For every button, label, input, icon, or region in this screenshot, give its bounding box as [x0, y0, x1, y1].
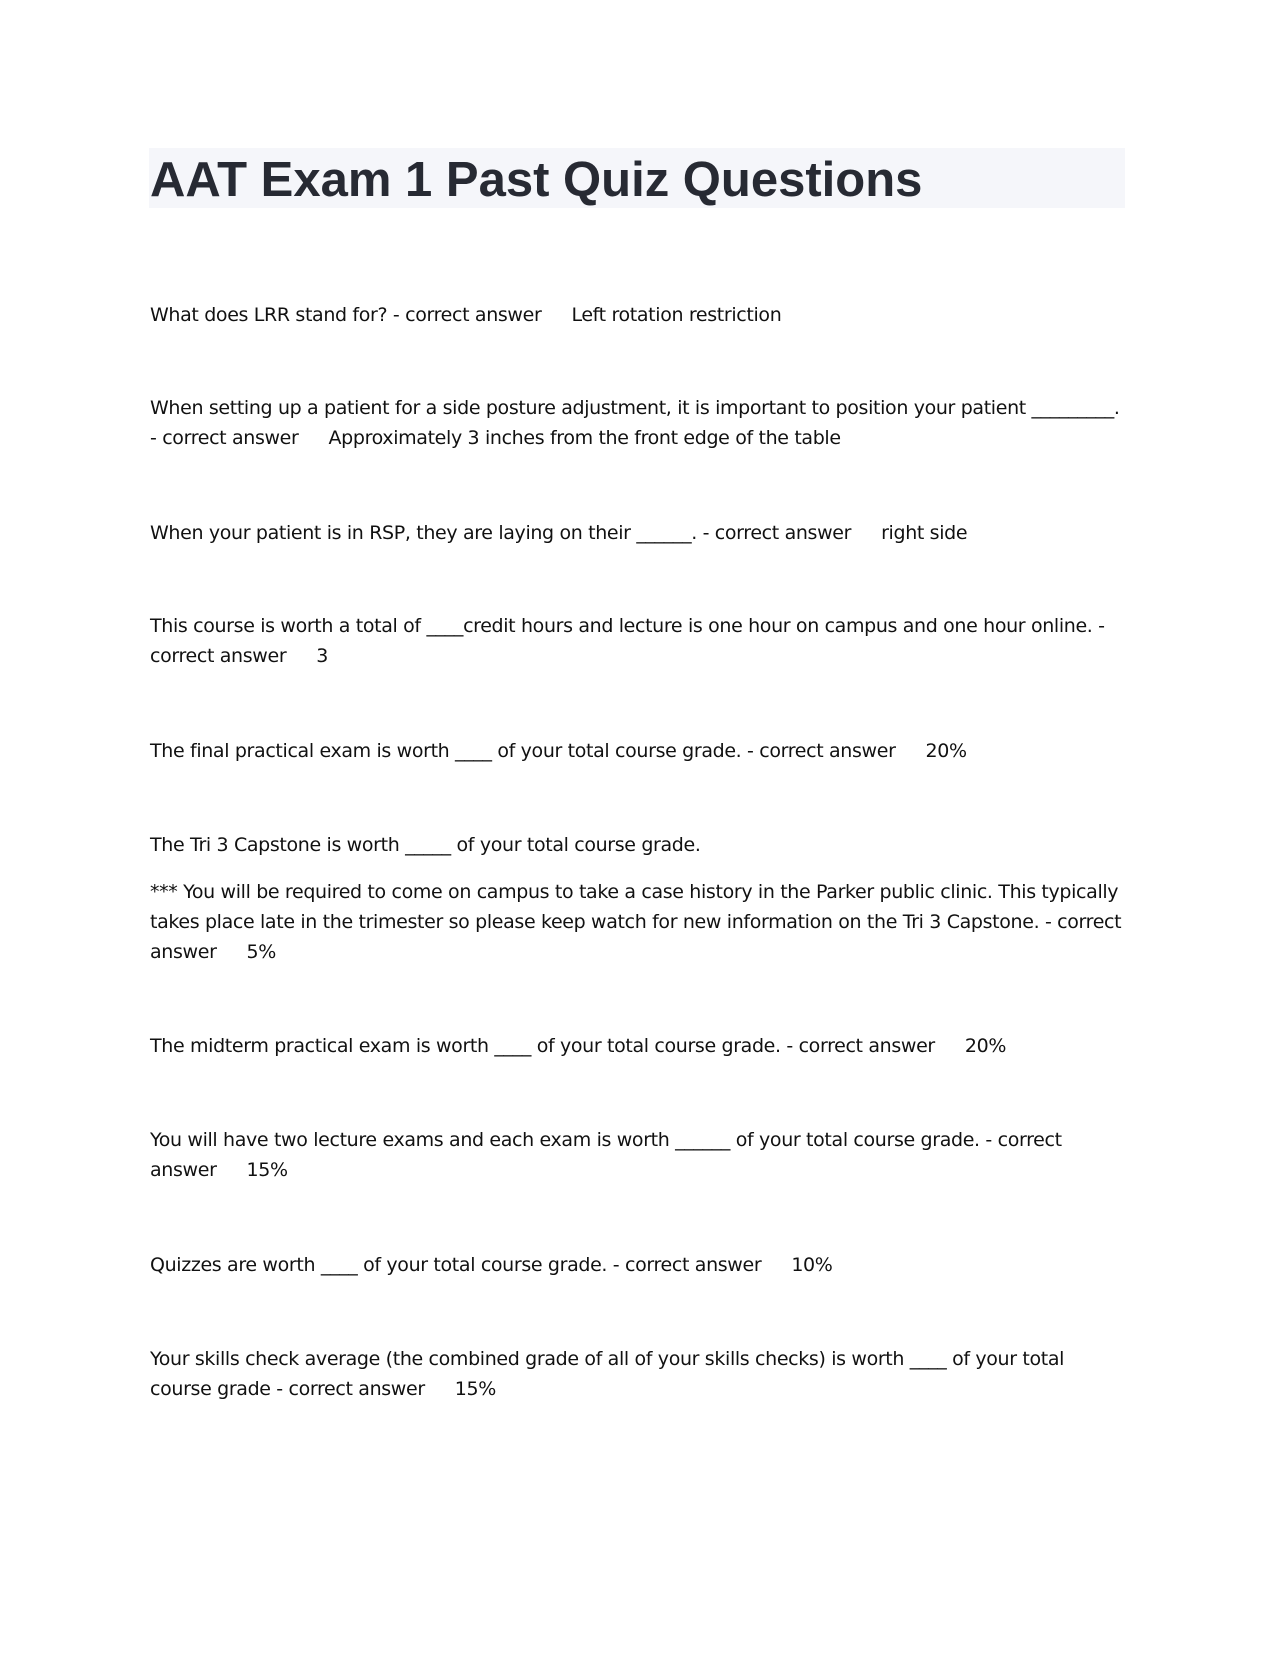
qa-item [150, 830, 1125, 967]
qa-item [150, 300, 1125, 330]
question-text: Quizzes are worth ____ of your total course grade. - correct answer [150, 1254, 762, 1276]
question-text: This course is worth a total of ____credit hours and lecture is one hour on campus and one hour online. - correct answer [150, 615, 1105, 667]
answer-text: 10% [791, 1254, 833, 1276]
answer-text: 20% [925, 740, 967, 762]
question-text: What does LRR stand for? - correct answer [150, 304, 542, 326]
answer-text: 5% [246, 941, 276, 963]
qa-item [150, 393, 1125, 453]
qa-item [150, 611, 1125, 671]
qa-item [150, 518, 1125, 548]
qa-item [150, 1250, 1125, 1280]
answer-text: 3 [316, 645, 329, 667]
answer-text: Left rotation restriction [571, 304, 782, 326]
question-text: When setting up a patient for a side posture adjustment, it is important to position your patient _________. - correct answer [150, 397, 1120, 449]
question-text: You will have two lecture exams and each exam is worth ______ of your total course grade. - correct answer [150, 1129, 1062, 1181]
answer-text: 20% [964, 1035, 1007, 1057]
page-title: AAT Exam 1 Past Quiz Questions [150, 153, 923, 207]
answer-text: 15% [454, 1378, 496, 1400]
question-text: The Tri 3 Capstone is worth _____ of your total course grade. [150, 834, 701, 856]
answer-text: Approximately 3 inches from the front edge of the table [328, 427, 841, 449]
qa-item [150, 736, 1125, 766]
question-text: The midterm practical exam is worth ____ of your total course grade. - correct answer [150, 1035, 935, 1057]
answer-text: 15% [246, 1159, 288, 1181]
note-text: *** You will be required to come on campus to take a case history in the Parker public clinic. This typically takes place late in the trimester so please keep watch for new information on the Tri 3 Capstone. - correct answer [150, 881, 1122, 963]
answer-text: right side [881, 522, 968, 544]
qa-item [150, 1125, 1125, 1185]
question-text: The final practical exam is worth ____ of your total course grade. - correct answer [150, 740, 896, 762]
question-text: When your patient is in RSP, they are laying on their ______. - correct answer [150, 522, 852, 544]
question-text: Your skills check average (the combined grade of all of your skills checks) is worth ____ of your total course grade - correct answer [150, 1348, 1065, 1400]
qa-item [150, 1344, 1125, 1404]
qa-item [150, 1031, 1125, 1061]
